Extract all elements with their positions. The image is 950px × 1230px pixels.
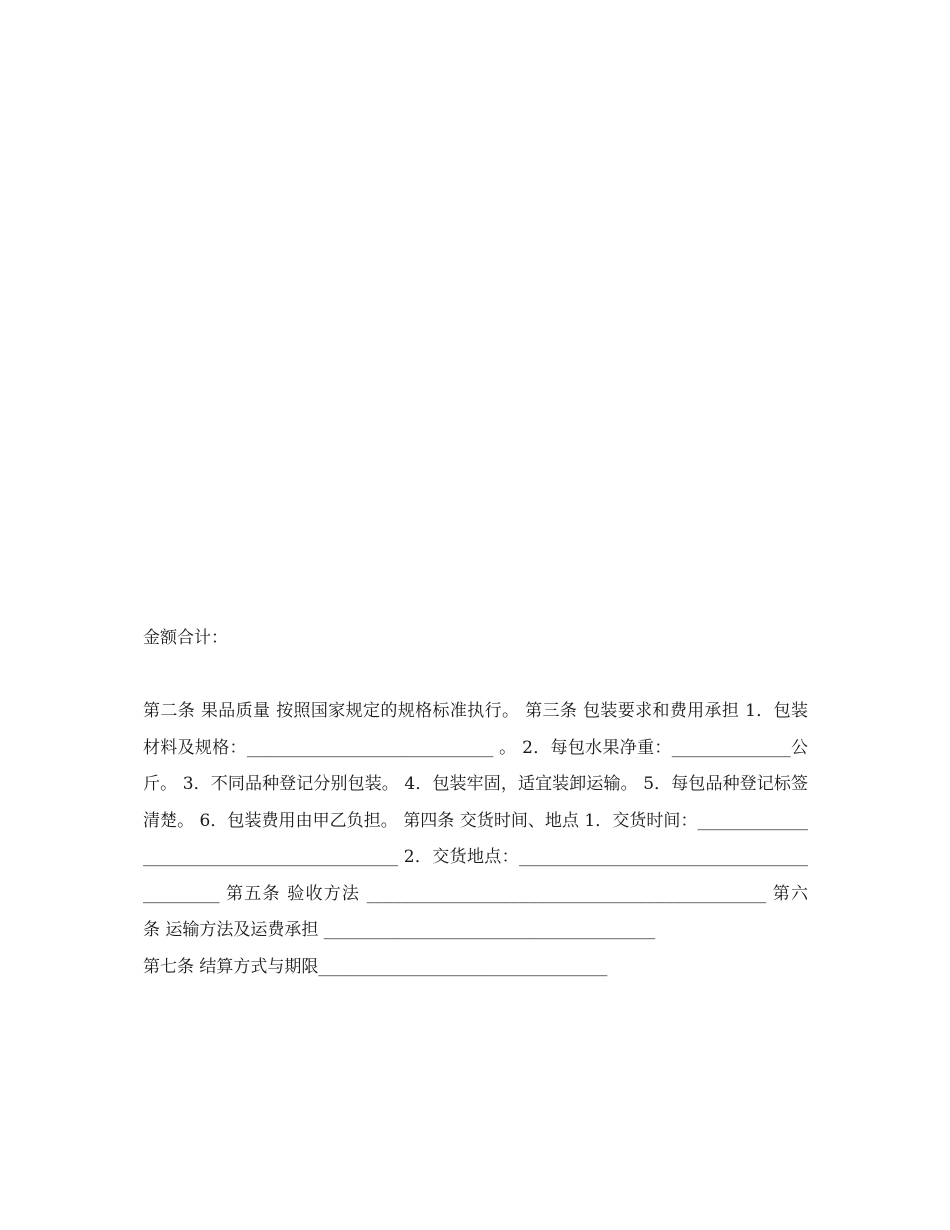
contract-article-7: 第七条 结算方式与期限__________________________________ bbox=[143, 956, 608, 977]
contract-articles-2-to-6: 第二条 果品质量 按照国家规定的规格标准执行。 第三条 包装要求和费用承担 1．包装材料及规格：_____________________________ 。 2．每包水果净重：______________公斤。 3．不同品种登记分别包装。 4．包装牢固，适宜装卸运输。 5．每包品种登记标签清楚。 6．包装费用由甲乙负担。 第四条 交货时间、地点 1．交货时间：___________________________________________ 2．交货地点：___________________________________________ 第五条 验收方法 _______________________________________________ 第六条 运输方法及运费承担 _______________________________________ bbox=[143, 701, 808, 940]
contract-body bbox=[143, 620, 808, 985]
total-amount-label: 金额合计： bbox=[143, 628, 228, 648]
